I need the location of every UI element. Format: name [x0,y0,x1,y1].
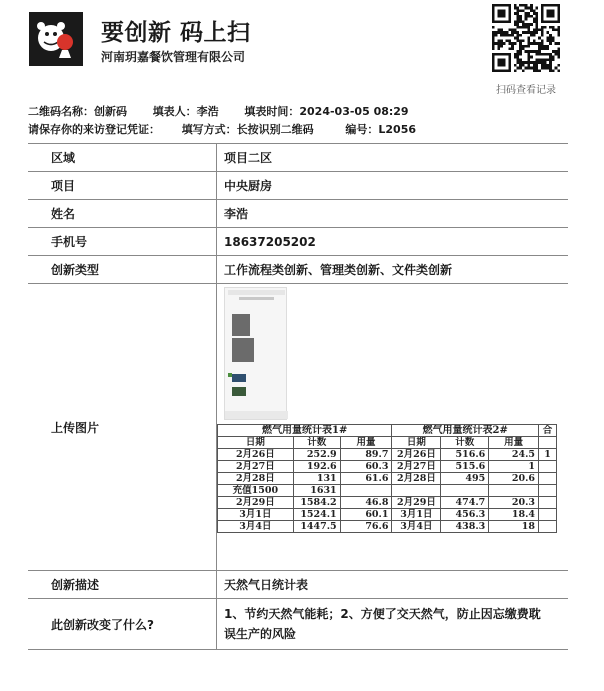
gas-table-cell: 61.6 [340,473,392,485]
gas-table-cell: 2月26日 [392,449,441,461]
gas-table-cell: 18 [489,521,539,533]
gas-header: 用量 [489,437,539,449]
gas-table-cell: 131 [293,473,340,485]
gas-table-cell: 充值1500 [218,485,294,497]
fill-method: 填写方式：长按识别二维码 [181,123,314,136]
change-value: 1、节约天然气能耗；2、方便了交天然气，防止因忘缴费耽误生产的风险 [224,607,541,641]
gas-table-cell: 2月29日 [392,497,441,509]
gas-table-cell: 20.3 [489,497,539,509]
meta-line-2 [28,121,416,137]
gas-table-row [218,461,557,473]
row-description [28,571,568,599]
row-phone [28,228,568,256]
type-value: 工作流程类创新、管理类创新、文件类创新 [224,263,453,277]
qr-code[interactable] [492,4,560,72]
gas-header: 日期 [218,437,294,449]
description-label: 创新描述 [28,571,217,598]
name-value: 李浩 [224,207,249,221]
gas-table-cell: 2月27日 [218,461,294,473]
gas-table-cell: 1631 [293,485,340,497]
row-change [28,599,568,649]
gas-table-cell: 20.6 [489,473,539,485]
gas-table-title-1: 燃气用量统计表1# [218,425,392,437]
gas-table-cell: 46.8 [340,497,392,509]
gas-table-cell: 24.5 [489,449,539,461]
gas-table-cell: 60.1 [340,509,392,521]
gas-table-row [218,473,557,485]
company-name: 河南玥嘉餐饮管理有限公司 [101,50,246,64]
gas-table-cell [539,509,557,521]
gas-table-cell: 89.7 [340,449,392,461]
gas-table-cell: 2月29日 [218,497,294,509]
screenshot-thumbnail[interactable] [224,287,287,420]
gas-usage-table [217,424,557,533]
gas-table-cell [539,485,557,497]
gas-table-cell: 2月26日 [218,449,294,461]
gas-table-cell [539,521,557,533]
gas-table-cell: 3月4日 [218,521,294,533]
gas-table-cell: 18.4 [489,509,539,521]
gas-table-cell: 1524.1 [293,509,340,521]
gas-table-cell [489,485,539,497]
gas-table-cell [441,485,489,497]
qr-caption: 扫码查看记录 [496,85,556,96]
gas-table-cell: 438.3 [441,521,489,533]
gas-table-cell: 2月28日 [218,473,294,485]
gas-table-row [218,521,557,533]
gas-table-cell [539,497,557,509]
upload-label: 上传图片 [28,284,217,570]
filler-name: 填表人：李浩 [152,105,219,118]
gas-table-row [218,449,557,461]
gas-header [539,437,557,449]
phone-value: 18637205202 [224,234,316,249]
gas-table-cell: 474.7 [441,497,489,509]
change-label: 此创新改变了什么? [28,599,217,649]
area-label: 区域 [28,144,217,171]
area-value: 项目二区 [224,151,273,165]
type-label: 创新类型 [28,256,217,283]
gas-table-cell: 1 [539,449,557,461]
project-value: 中央厨房 [224,179,273,193]
gas-table-cell: 1584.2 [293,497,340,509]
gas-table-cell: 252.9 [293,449,340,461]
gas-table-row [218,509,557,521]
gas-table-cell: 2月28日 [392,473,441,485]
code-name: 二维码名称：创新码 [28,105,127,118]
gas-header: 日期 [392,437,441,449]
gas-table-title-2: 燃气用量统计表2# [392,425,539,437]
phone-label: 手机号 [28,228,217,255]
row-type [28,256,568,284]
record-number: 编号：L2056 [345,123,416,136]
keep-notice: 请保存你的来访登记凭证： [28,123,160,136]
gas-table-cell: 1447.5 [293,521,340,533]
name-label: 姓名 [28,200,217,227]
gas-table-cell: 456.3 [441,509,489,521]
gas-table-cell: 76.6 [340,521,392,533]
gas-header: 计数 [441,437,489,449]
gas-usage-image[interactable] [217,424,557,533]
gas-table-cell [539,473,557,485]
gas-table-cell: 516.6 [441,449,489,461]
row-upload [28,284,568,571]
gas-table-cell: 60.3 [340,461,392,473]
gas-table-cell: 495 [441,473,489,485]
gas-table-cell: 3月1日 [392,509,441,521]
gas-table-row [218,497,557,509]
row-project [28,172,568,200]
gas-table-cell [539,461,557,473]
gas-table-cell: 2月27日 [392,461,441,473]
fill-time: 填表时间：2024-03-05 08:29 [244,105,409,118]
description-value: 天然气日统计表 [224,578,309,592]
row-area [28,144,568,172]
gas-table-cell: 192.6 [293,461,340,473]
upload-images [217,284,568,570]
page-title: 要创新 码上扫 [101,20,251,46]
brand-logo [29,12,83,66]
gas-table-cell: 1 [489,461,539,473]
gas-header: 用量 [340,437,392,449]
meta-line-1 [28,103,409,119]
gas-table-row [218,485,557,497]
gas-table-cell: 3月1日 [218,509,294,521]
gas-table-col-extra: 合 [539,425,557,437]
record-form [28,143,568,650]
gas-header: 计数 [293,437,340,449]
gas-table-cell [340,485,392,497]
gas-table-cell [392,485,441,497]
gas-table-cell: 3月4日 [392,521,441,533]
row-name [28,200,568,228]
gas-table-cell: 515.6 [441,461,489,473]
project-label: 项目 [28,172,217,199]
